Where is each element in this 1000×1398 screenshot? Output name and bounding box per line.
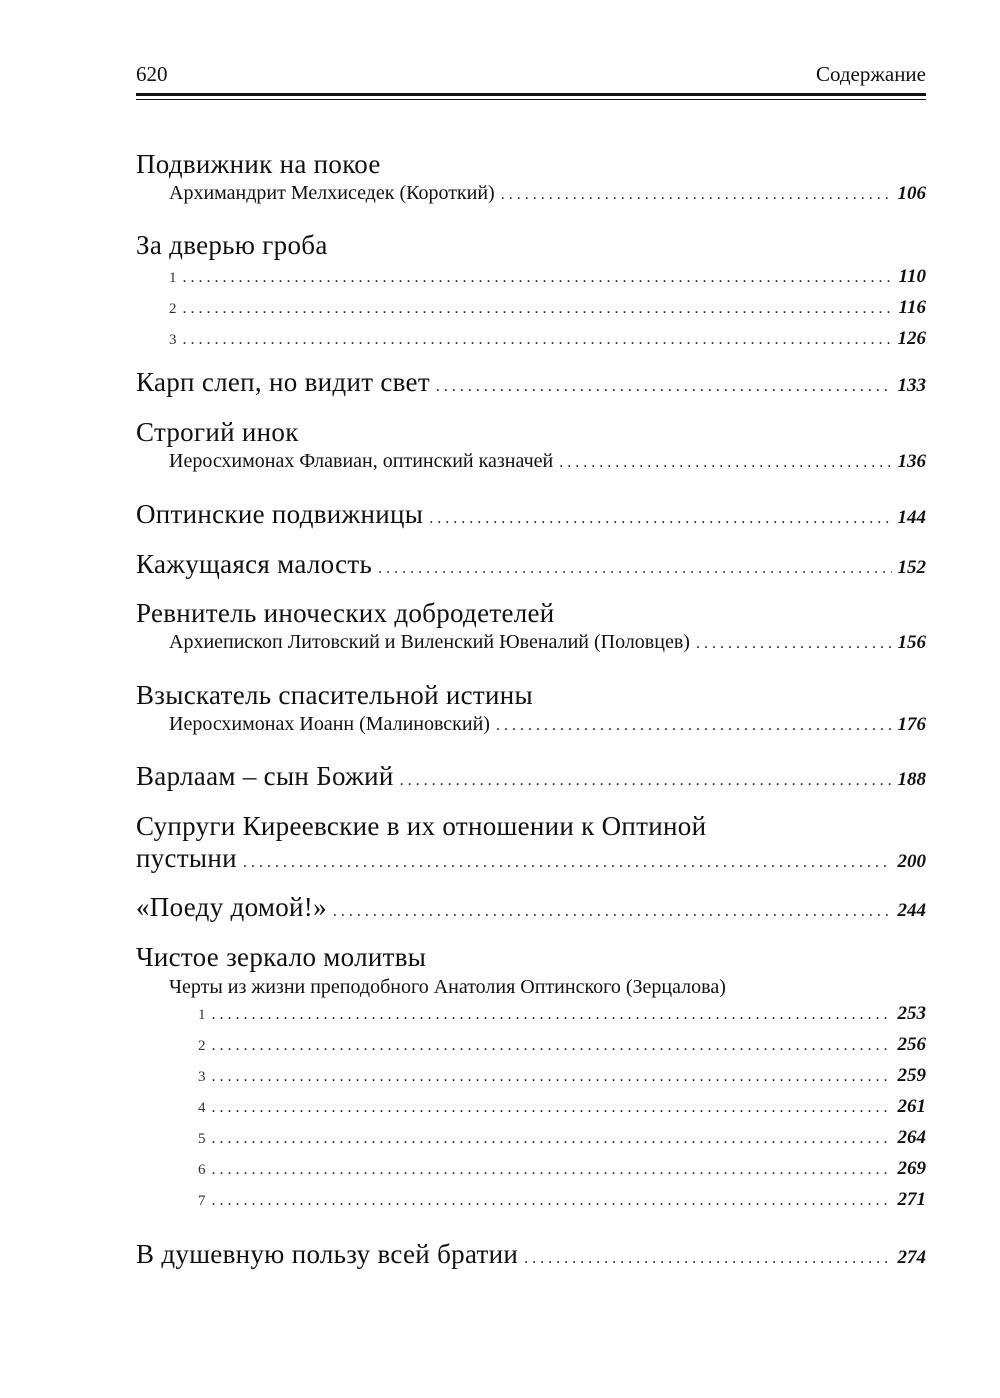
toc-page-number: 259: [897, 1065, 926, 1086]
toc-part-number: 1: [169, 270, 177, 286]
leader-dots: [183, 269, 893, 287]
toc-entry-title: Чистое зеркало молитвы: [136, 942, 427, 972]
leader-dots: [212, 1068, 892, 1086]
toc-entry-title: Взыскатель спасительной истины: [136, 680, 533, 710]
toc-page-number: 116: [898, 297, 926, 318]
toc-part-row[interactable]: [136, 266, 926, 297]
leader-dots: [212, 1006, 892, 1024]
toc-entry-title: Ревнитель иноческих добродетелей: [136, 598, 555, 628]
toc-part-number: 2: [169, 301, 177, 317]
leader-dots: [524, 1250, 891, 1268]
toc-entry-title: Строгий инок: [136, 417, 299, 447]
toc-page-number: 200: [897, 851, 926, 872]
toc-part-number: 3: [169, 332, 177, 348]
toc-part-number: 1: [198, 1007, 206, 1023]
header-rule-thin: [136, 99, 926, 100]
toc-page-number: 133: [897, 375, 926, 396]
toc-entry-row: [136, 366, 926, 398]
toc-entry-row: [136, 1238, 926, 1270]
toc-entry-row: [136, 891, 926, 923]
toc-part-number: 2: [198, 1038, 206, 1054]
toc-page-number: 274: [897, 1247, 926, 1268]
toc-part-row[interactable]: [136, 328, 926, 359]
toc-page-number: 126: [897, 328, 926, 349]
page-number: 620: [136, 62, 168, 86]
toc-page-number: 106: [897, 183, 926, 204]
toc-entry[interactable]: [136, 679, 926, 736]
toc-entry[interactable]: [136, 810, 926, 874]
toc-entry[interactable]: [136, 416, 926, 473]
leader-dots: [243, 854, 892, 872]
toc-page-number: 156: [897, 632, 926, 653]
leader-dots: [183, 331, 892, 349]
toc-entry-title: Кажущаяся малость: [136, 549, 373, 579]
toc-entry[interactable]: [136, 366, 926, 398]
running-title: Содержание: [815, 62, 926, 86]
toc-page-number: 152: [897, 557, 926, 578]
toc-entry-subtitle: Иеросхимонах Флавиан, оптинский казначей: [169, 450, 554, 472]
toc-page-number: 264: [897, 1127, 926, 1148]
toc-part-row[interactable]: [136, 1096, 926, 1127]
page-header: [136, 56, 926, 86]
header-rule-thick: [136, 93, 926, 96]
toc-page-number: 136: [897, 451, 926, 472]
toc-part-row[interactable]: [136, 297, 926, 328]
toc-part-row[interactable]: [136, 1127, 926, 1158]
toc-entry-title: Варлаам – сын Божий: [136, 761, 394, 791]
leader-dots: [559, 454, 891, 472]
toc-entry[interactable]: [136, 760, 926, 792]
toc-part-number: 3: [198, 1069, 206, 1085]
toc-page-number: 244: [897, 900, 926, 921]
toc-entry-subtitle: Архиепископ Литовский и Виленский Ювеналий (Половцев): [169, 631, 690, 653]
leader-dots: [212, 1192, 892, 1210]
toc-entry-title: Оптинские подвижницы: [136, 499, 424, 529]
toc-entry-title-cont: пустыни: [136, 843, 237, 873]
toc-page-number: 253: [897, 1003, 926, 1024]
toc-entry-title: За дверью гроба: [136, 230, 328, 260]
toc-entry[interactable]: [136, 1238, 926, 1270]
toc-part-row[interactable]: [136, 1034, 926, 1065]
toc-part-row[interactable]: [136, 1189, 926, 1220]
toc-entry[interactable]: [136, 148, 926, 205]
leader-dots: [212, 1130, 892, 1148]
leader-dots: [333, 903, 892, 921]
leader-dots: [400, 772, 892, 790]
toc-page-number: 261: [897, 1096, 926, 1117]
toc-entry-row: [136, 631, 926, 654]
toc-part-row[interactable]: [136, 1158, 926, 1189]
toc-entry-title: «Поеду домой!»: [136, 892, 327, 922]
toc-part-row[interactable]: [136, 1065, 926, 1096]
toc-entry-title: Карп слеп, но видит свет: [136, 367, 430, 397]
toc-part-number: 4: [198, 1100, 206, 1116]
toc-entry-subtitle: Иеросхимонах Иоанн (Малиновский): [169, 713, 490, 735]
leader-dots: [696, 635, 892, 653]
toc-page-number: 110: [898, 266, 926, 287]
leader-dots: [212, 1161, 892, 1179]
leader-dots: [212, 1099, 892, 1117]
toc-entry-row: [136, 713, 926, 736]
toc-entry-row: [136, 450, 926, 473]
toc-entry-subtitle: Архимандрит Мелхиседек (Короткий): [169, 182, 495, 204]
toc-entry-row: [136, 182, 926, 205]
toc-entry[interactable]: [136, 597, 926, 654]
toc-entry-row: [136, 548, 926, 580]
toc-part-number: 5: [198, 1131, 206, 1147]
leader-dots: [436, 378, 892, 396]
toc-entry-title: Супруги Киреевские в их отношении к Оптиной: [136, 811, 707, 841]
toc-page-number: 176: [897, 714, 926, 735]
leader-dots: [183, 300, 893, 318]
toc-part-number: 7: [198, 1193, 206, 1209]
toc-part-number: 6: [198, 1162, 206, 1178]
toc-entry[interactable]: [136, 941, 926, 1220]
leader-dots: [212, 1037, 892, 1055]
toc-page-number: 256: [897, 1034, 926, 1055]
toc-entry[interactable]: [136, 891, 926, 923]
toc-entry-title: В душевную пользу всей братии: [136, 1239, 519, 1269]
toc-page-number: 188: [897, 769, 926, 790]
toc-entry[interactable]: [136, 498, 926, 530]
toc-entry-row: [136, 498, 926, 530]
toc-page-number: 271: [897, 1189, 926, 1210]
leader-dots: [378, 560, 891, 578]
toc-entry-row: [136, 760, 926, 792]
toc-page-number: 269: [897, 1158, 926, 1179]
leader-dots: [496, 717, 892, 735]
toc-part-row[interactable]: [136, 1003, 926, 1034]
toc-page-number: 144: [897, 507, 926, 528]
leader-dots: [429, 510, 891, 528]
toc-entry[interactable]: [136, 548, 926, 580]
toc-entry-row: [136, 842, 926, 874]
toc-entry[interactable]: [136, 229, 926, 359]
toc-entry-title: Подвижник на покое: [136, 149, 381, 179]
leader-dots: [501, 186, 892, 204]
toc-entry-subtitle: Черты из жизни преподобного Анатолия Оптинского (Зерцалова): [169, 976, 726, 998]
